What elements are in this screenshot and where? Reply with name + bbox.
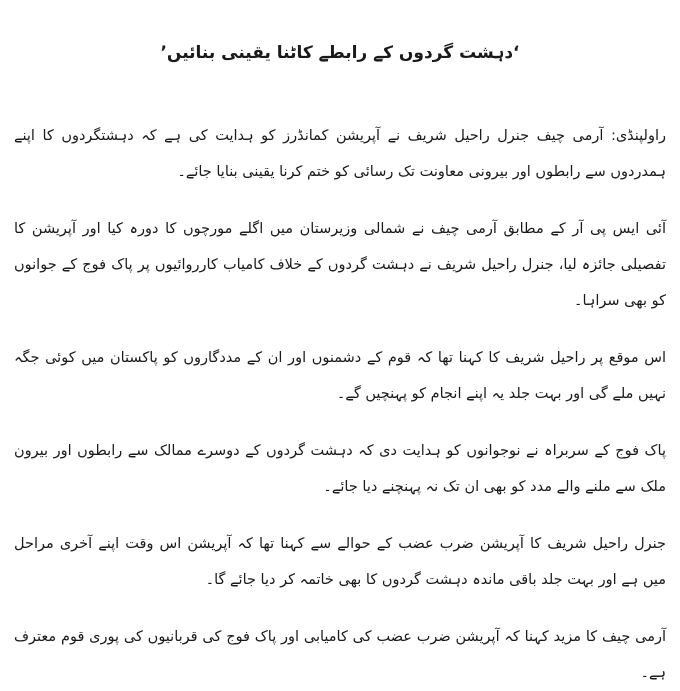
article-paragraph-1: راولپنڈی: آرمی چیف جنرل راحیل شریف نے آپریشن کمانڈرز کو ہدایت کی ہے کہ دہشتگردوں کا اپنے ہمدردوں سے رابطوں اور بیرونی معاونت تک رسائی کو ختم کرنا یقینی بنایا جائے۔: [14, 128, 666, 180]
news-article: [14, 0, 666, 691]
article-paragraph-6: آرمی چیف کا مزید کہنا کہ آپریشن ضرب عضب کی کامیابی اور پاک فوج کی قربانیوں کی پوری قوم معترف ہے۔: [14, 629, 666, 681]
article-paragraph-5: جنرل راحیل شریف کا آپریشن ضرب عضب کے حوالے سے کہنا تھا کہ آپریشن اس وقت اپنے آخری مراحل میں ہے اور بہت جلد باقی ماندہ دہشت گردوں کا بھی خاتمہ کر دیا جائے گا۔: [14, 536, 666, 588]
article-paragraph-3: اس موقع پر راحیل شریف کا کہنا تھا کہ قوم کے دشمنوں اور ان کے مددگاروں کو پاکستان میں کوئی جگہ نہیں ملے گی اور بہت جلد یہ اپنے انجام کو پہنچیں گے۔: [14, 350, 666, 402]
article-headline: ‘دہشت گردوں کے رابطے کاٹنا یقینی بنائیں’: [160, 43, 520, 63]
article-paragraph-4: پاک فوج کے سربراہ نے نوجوانوں کو ہدایت دی کہ دہشت گردوں کے دوسرے ممالک سے رابطوں اور بیرون ملک سے ملنے والے مدد کو بھی ان تک نہ پہنچنے دیا جائے۔: [14, 443, 666, 495]
article-paragraph-2: آئی ایس پی آر کے مطابق آرمی چیف نے شمالی وزیرستان میں اگلے مورچوں کا دورہ کیا اور آپریشن کا تفصیلی جائزہ لیا، جنرل راحیل شریف نے دہشت گردوں کے خلاف کامیاب کارروائیوں پر پاک فوج کے جوانوں کو بھی سراہا۔: [14, 221, 666, 309]
